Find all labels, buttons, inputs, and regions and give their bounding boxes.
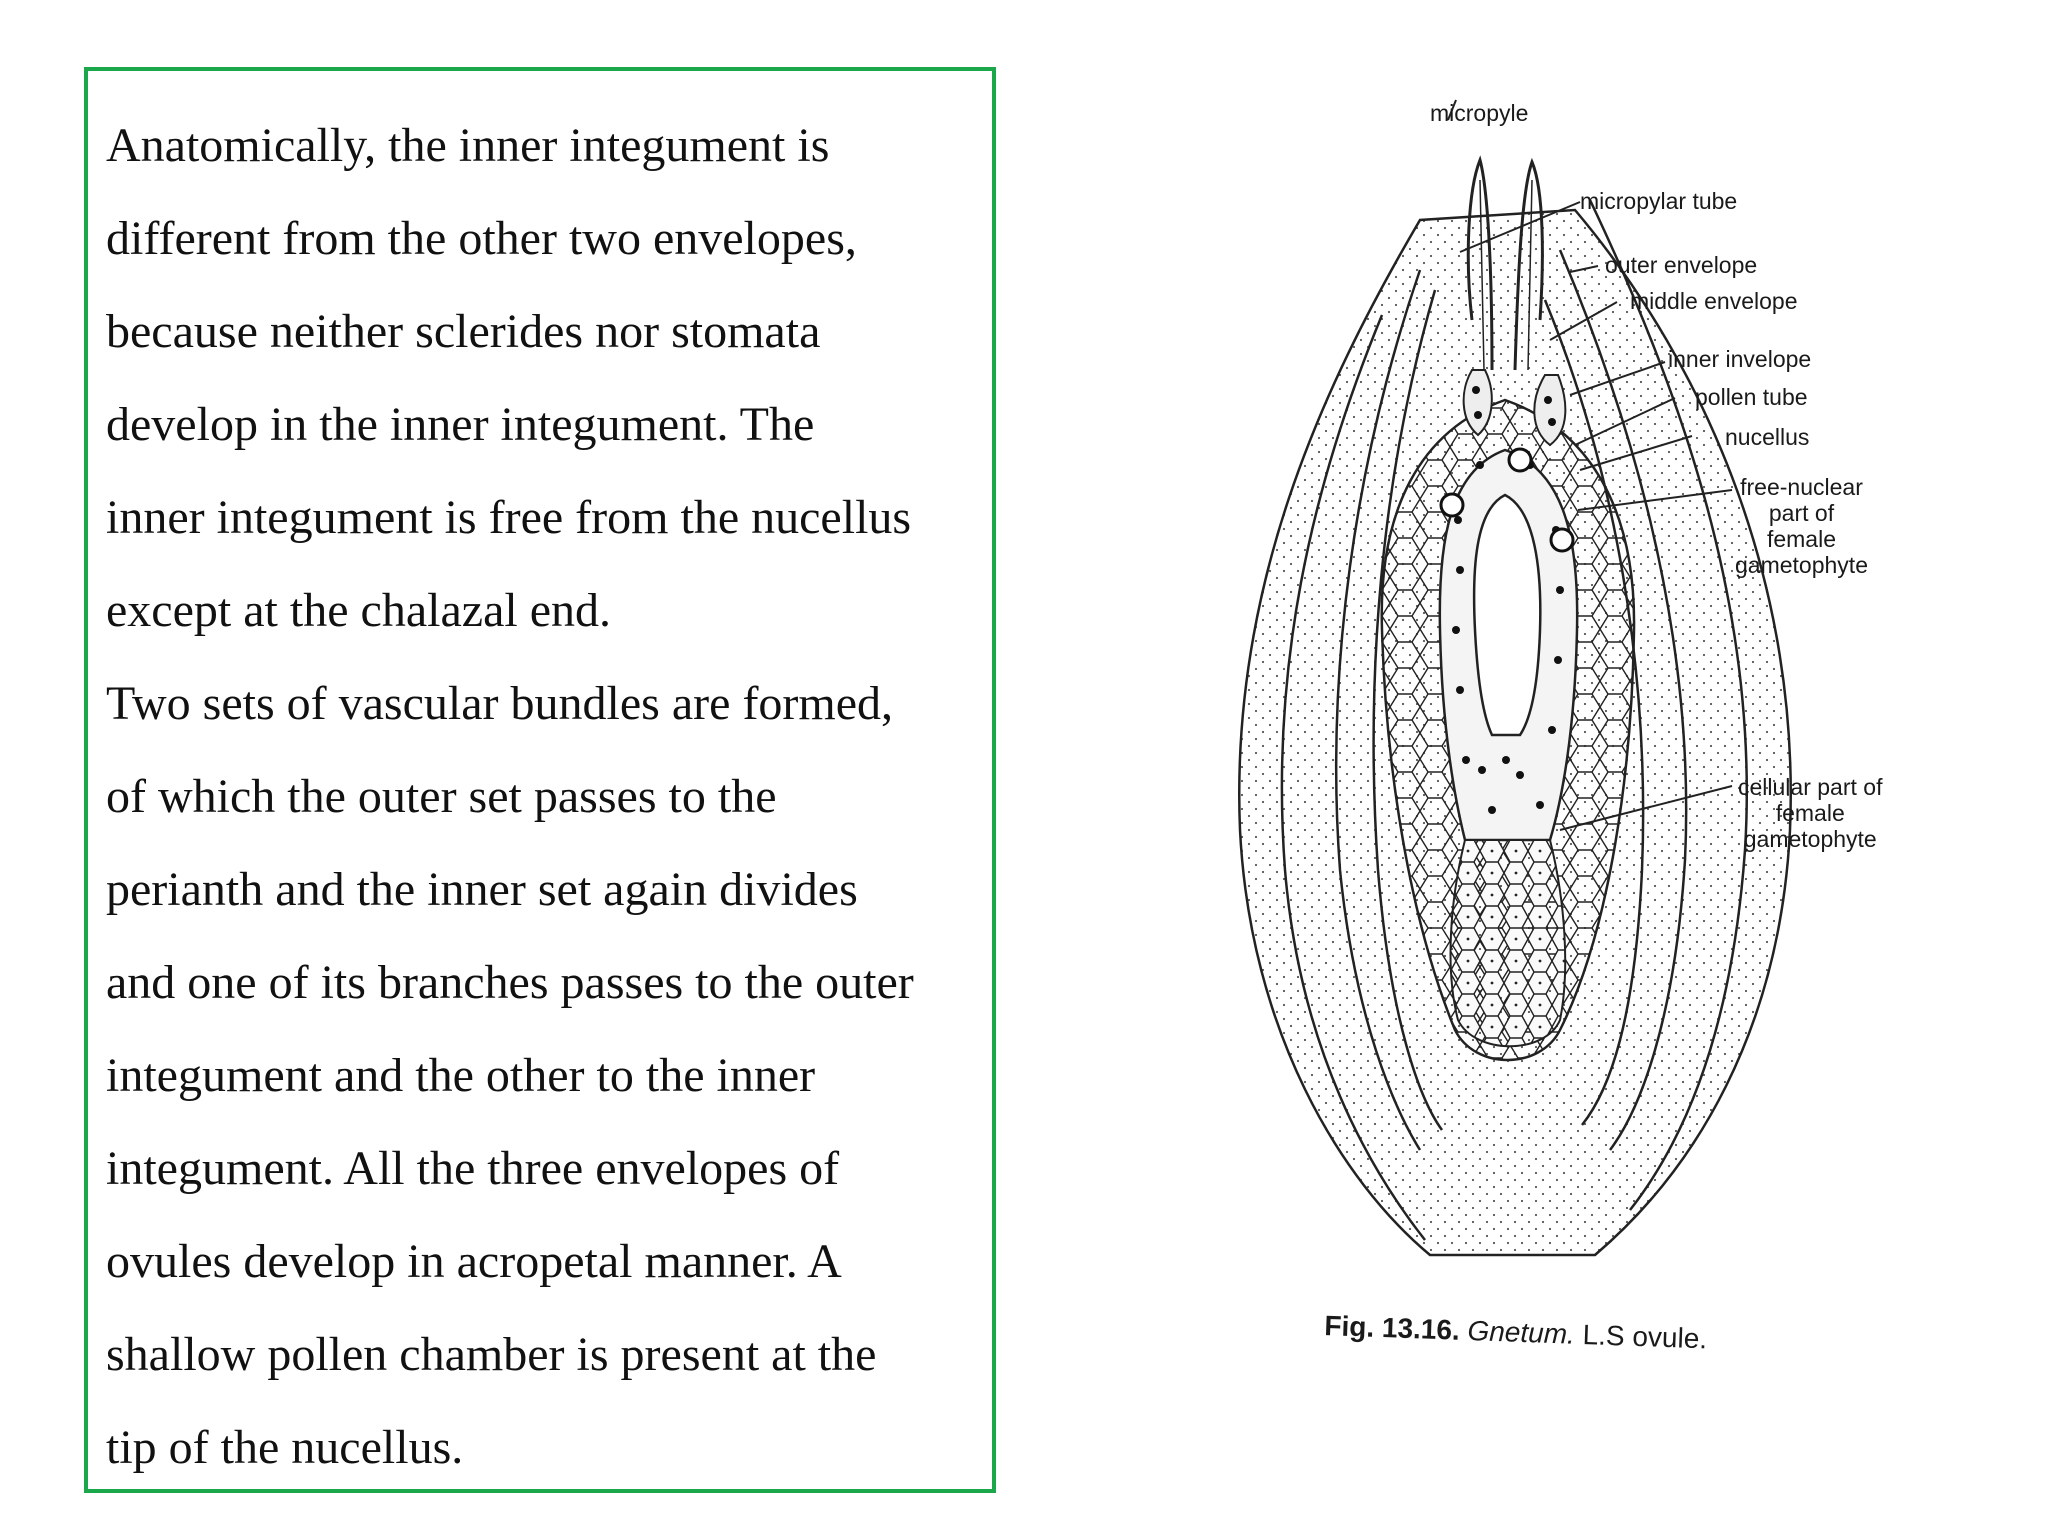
label-micropyle: micropyle	[1430, 100, 1529, 126]
caption-desc: L.S ovule.	[1582, 1319, 1708, 1355]
label-free-nuclear: free-nuclear part of female gametophyte	[1735, 474, 1868, 578]
text-box	[84, 67, 996, 1493]
ovule-drawing	[1120, 70, 1980, 1370]
label-middle-envelope: middle envelope	[1630, 288, 1798, 314]
label-nucellus: nucellus	[1725, 424, 1810, 450]
label-cellular-part: cellular part of female gametophyte	[1738, 774, 1883, 852]
label-pollen-tube: pollen tube	[1695, 384, 1808, 410]
ovule-figure	[1120, 70, 1980, 1370]
label-inner-envelope: inner invelope	[1668, 346, 1812, 372]
label-outer-envelope: outer envelope	[1605, 252, 1758, 278]
label-micropylar-tube: micropylar tube	[1580, 188, 1738, 214]
cellular-gametophyte-shape	[1451, 840, 1566, 1046]
paragraph-1: Anatomically, the inner integument is different from the other two envelopes, because neither sclerides nor stomata develop in the inner integument. The inner integument is free from the nucellus except at the chalazal end.	[106, 119, 912, 637]
caption-genus: Gnetum.	[1467, 1314, 1576, 1350]
caption-fig-number: Fig. 13.16.	[1323, 1310, 1461, 1346]
paragraph-2: Two sets of vascular bundles are formed, of which the outer set passes to the perianth and the inner set again divides and one of its branches passes to the outer integument and the other to the inner integument. All the three envelopes of ovules develop in acropetal manner. A shallow pollen chamber is present at the tip of the nucellus.	[106, 677, 914, 1474]
